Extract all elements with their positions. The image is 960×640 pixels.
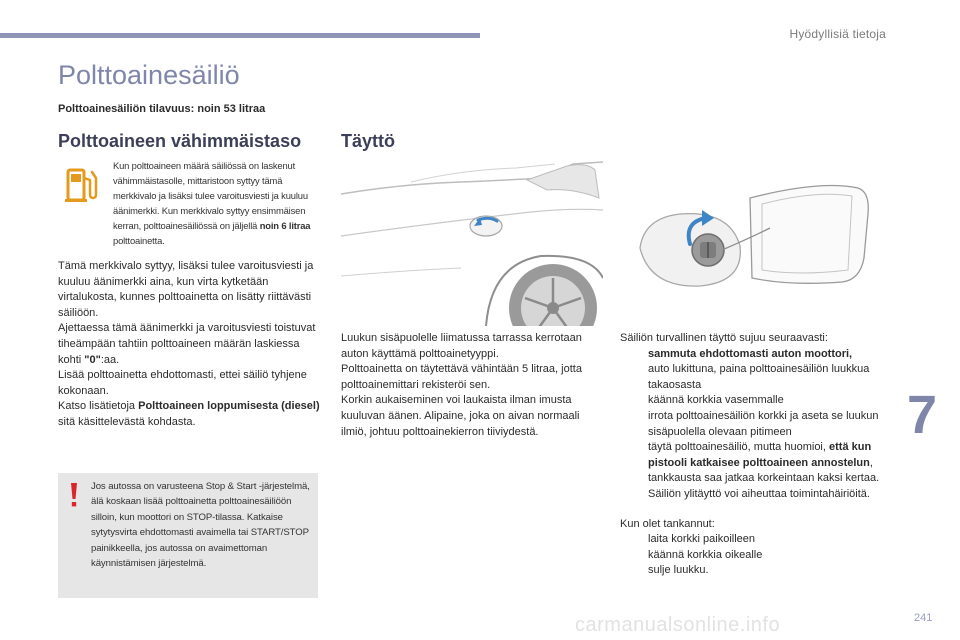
fuel-pump-icon [58, 158, 108, 210]
list-item [620, 532, 890, 548]
warning-text: Jos autossa on varusteena Stop & Start -järjestelmä, älä koskaan lisää polttoainetta polttoainesäiliöön silloin, kun moottori on STOP-tilassa. Katkaise sytytysvirta ehdottomasti avaimella tai START/STOP painikkeella, jos autossa on avaimettoman käynnistämisen järjestelmä. [91, 481, 310, 570]
bold-text: sammuta ehdottomasti auton moottori, [648, 347, 853, 360]
bold-text: "0" [84, 353, 101, 366]
min-level-body [58, 259, 320, 431]
bullet-icon [620, 393, 648, 409]
low-fuel-info [113, 158, 321, 248]
paragraph: Korkin aukaiseminen voi laukaista ilman imusta kuuluvan äänen. Alipaine, joka on aivan normaali ilmiö, johtuu polttoainekierron tiiviydestä. [341, 394, 580, 438]
bullet-icon [620, 532, 648, 548]
after-intro: Kun olet tankannut: [620, 517, 715, 530]
car-fuel-flap-illustration [341, 158, 603, 326]
list-item [620, 548, 890, 564]
paragraph [58, 321, 320, 368]
link-reference: Polttoaineen loppumisesta (diesel) [138, 400, 320, 413]
min-level-heading: Polttoaineen vähimmäistaso [58, 131, 302, 151]
text: Ajettaessa tämä äänimerkki ja varoitusviesti toistuvat tiheämpään tahtiin polttoaineen määrän laskiessa kohti [58, 322, 316, 366]
bullet-icon [620, 548, 648, 564]
chapter-number: 7 [907, 385, 938, 445]
watermark: carmanualsonline.info [575, 614, 781, 636]
step-text: käännä korkkia vasemmalle [648, 394, 784, 407]
info-bold: noin 6 litraa [259, 220, 311, 231]
warning-icon [68, 481, 80, 509]
text: Katso lisätietoja [58, 400, 139, 413]
paragraph: Tämä merkkivalo syttyy, lisäksi tulee varoitusviesti ja kuuluu äänimerkki aina, kun virta kytketään virtalukosta, kunnes polttoainetta on lisätty riittävästi säiliöön. [58, 260, 314, 319]
bullet-icon [620, 347, 648, 363]
list-item [620, 347, 890, 363]
list-item [620, 409, 890, 440]
text: sitä käsittelevästä kohdasta. [58, 415, 196, 428]
filling-steps [620, 331, 890, 579]
header-rule [0, 33, 480, 38]
bold-text: että kun pistooli katkaisee polttoaineen annostelun [648, 441, 872, 469]
filling-body [341, 331, 603, 440]
paragraph [58, 399, 320, 430]
tank-capacity: Polttoainesäiliön tilavuus: noin 53 litraa [58, 103, 266, 115]
page-number: 241 [914, 612, 933, 624]
info-text: Kun polttoaineen määrä säiliössä on laskenut vähimmäistasolle, mittaristoon syttyy tämä merkkivalo ja lisäksi tulee varoitusviesti ja kuuluu äänimerkki. Kun merkkivalo syttyy ensimmäisen kerran, polttoainesäiliössä on jäljellä [113, 160, 308, 231]
info-text-end: polttoainetta. [113, 235, 165, 246]
bullet-icon [620, 362, 648, 393]
text: täytä polttoainesäiliö, mutta huomioi, [648, 441, 829, 454]
step-text [648, 347, 890, 363]
filling-heading: Täyttö [341, 131, 395, 151]
step-text [648, 440, 890, 502]
bullet-icon [620, 440, 648, 502]
page-title: Polttoainesäiliö [58, 60, 240, 90]
list-item [620, 362, 890, 393]
section-header: Hyödyllisiä tietoja [789, 27, 886, 41]
paragraph: Luukun sisäpuolelle liimatussa tarrassa kerrotaan auton käyttämä polttoainetyyppi. [341, 332, 582, 360]
step-text: irrota polttoainesäiliön korkki ja aseta se luukun sisäpuolella olevaan pitimeen [648, 409, 879, 438]
step-text: auto lukittuna, paina polttoainesäiliön luukkua takaosasta [648, 363, 870, 391]
fuel-cap-illustration [620, 158, 882, 326]
step-text: käännä korkkia oikealle [648, 548, 763, 561]
text: :aa. [100, 353, 120, 366]
list-item [620, 563, 890, 579]
steps-intro: Säiliön turvallinen täyttö sujuu seuraavasti: [620, 332, 828, 344]
paragraph: Polttoainetta on täytettävä vähintään 5 litraa, jotta polttoainemittari rekisteröi sen. [341, 363, 582, 391]
paragraph: Lisää polttoainetta ehdottomasti, ettei säiliö tyhjene kokonaan. [58, 369, 307, 397]
bullet-icon [620, 563, 648, 579]
bullet-icon [620, 409, 648, 440]
step-text: sulje luukku. [648, 564, 709, 577]
warning-box [58, 473, 318, 598]
list-item [620, 440, 890, 502]
text: , tankkausta saa jatkaa korkeintaan kaksi kertaa. Säiliön ylitäyttö voi aiheuttaa toimintahäiriöitä. [648, 456, 880, 500]
list-item [620, 393, 890, 409]
step-text: laita korkki paikoilleen [648, 533, 755, 546]
